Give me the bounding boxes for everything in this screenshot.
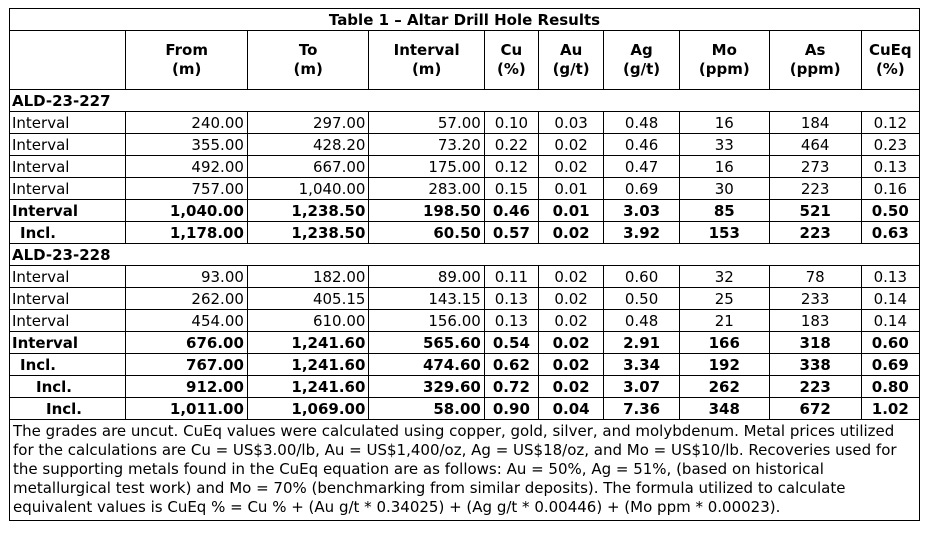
header-ag: Ag (g/t)	[604, 31, 680, 90]
cell-interval: 143.15	[369, 288, 484, 310]
cell-au: 0.03	[538, 112, 603, 134]
cell-cu: 0.11	[484, 266, 538, 288]
cell-interval: 474.60	[369, 354, 484, 376]
cell-cueq: 0.12	[861, 112, 919, 134]
row-label: Incl.	[10, 222, 126, 244]
cell-cu: 0.46	[484, 200, 538, 222]
cell-interval: 329.60	[369, 376, 484, 398]
cell-as: 464	[769, 134, 861, 156]
cell-au: 0.01	[538, 178, 603, 200]
cell-au: 0.01	[538, 200, 603, 222]
row-label: Interval	[10, 156, 126, 178]
cell-cu: 0.90	[484, 398, 538, 420]
cell-as: 223	[769, 178, 861, 200]
table-row	[10, 398, 920, 420]
row-label: Interval	[10, 288, 126, 310]
table-row	[10, 266, 920, 288]
cell-to: 405.15	[247, 288, 369, 310]
cell-mo: 21	[679, 310, 769, 332]
cell-from: 454.00	[126, 310, 248, 332]
cell-from: 492.00	[126, 156, 248, 178]
cell-to: 428.20	[247, 134, 369, 156]
cell-ag: 0.47	[604, 156, 680, 178]
cell-to: 1,069.00	[247, 398, 369, 420]
cell-ag: 0.60	[604, 266, 680, 288]
cell-from: 1,178.00	[126, 222, 248, 244]
cell-from: 355.00	[126, 134, 248, 156]
cell-cu: 0.13	[484, 288, 538, 310]
table-row	[10, 310, 920, 332]
cell-to: 667.00	[247, 156, 369, 178]
cell-mo: 16	[679, 112, 769, 134]
cell-cu: 0.54	[484, 332, 538, 354]
cell-cueq: 0.23	[861, 134, 919, 156]
cell-to: 1,040.00	[247, 178, 369, 200]
cell-to: 610.00	[247, 310, 369, 332]
cell-interval: 89.00	[369, 266, 484, 288]
table-row	[10, 112, 920, 134]
cell-to: 1,241.60	[247, 332, 369, 354]
cell-ag: 3.07	[604, 376, 680, 398]
hole-id: ALD-23-227	[10, 90, 920, 112]
cell-cueq: 1.02	[861, 398, 919, 420]
table-row	[10, 288, 920, 310]
cell-as: 183	[769, 310, 861, 332]
row-label: Incl.	[10, 354, 126, 376]
cell-ag: 0.69	[604, 178, 680, 200]
cell-mo: 85	[679, 200, 769, 222]
cell-cu: 0.15	[484, 178, 538, 200]
cell-mo: 262	[679, 376, 769, 398]
cell-cu: 0.10	[484, 112, 538, 134]
cell-as: 233	[769, 288, 861, 310]
cell-cueq: 0.14	[861, 288, 919, 310]
cell-ag: 0.46	[604, 134, 680, 156]
cell-cu: 0.72	[484, 376, 538, 398]
header-blank	[10, 31, 126, 90]
cell-mo: 32	[679, 266, 769, 288]
cell-as: 338	[769, 354, 861, 376]
cell-interval: 283.00	[369, 178, 484, 200]
cell-to: 1,241.60	[247, 376, 369, 398]
header-from: From (m)	[126, 31, 248, 90]
cell-as: 672	[769, 398, 861, 420]
header-cu: Cu (%)	[484, 31, 538, 90]
table-row	[10, 354, 920, 376]
table-row	[10, 200, 920, 222]
cell-interval: 58.00	[369, 398, 484, 420]
cell-to: 1,241.60	[247, 354, 369, 376]
cell-from: 240.00	[126, 112, 248, 134]
cell-au: 0.04	[538, 398, 603, 420]
cell-ag: 0.48	[604, 310, 680, 332]
cell-au: 0.02	[538, 266, 603, 288]
cell-cu: 0.62	[484, 354, 538, 376]
cell-cueq: 0.69	[861, 354, 919, 376]
row-label: Interval	[10, 332, 126, 354]
cell-au: 0.02	[538, 354, 603, 376]
cell-ag: 2.91	[604, 332, 680, 354]
row-label: Interval	[10, 178, 126, 200]
header-interval: Interval (m)	[369, 31, 484, 90]
cell-au: 0.02	[538, 156, 603, 178]
cell-cueq: 0.60	[861, 332, 919, 354]
cell-to: 182.00	[247, 266, 369, 288]
cell-cu: 0.22	[484, 134, 538, 156]
hole-header-row	[10, 244, 920, 266]
table-row	[10, 178, 920, 200]
results-table-container	[9, 8, 920, 521]
row-label: Incl.	[10, 398, 126, 420]
notes-row	[10, 420, 920, 521]
cell-from: 757.00	[126, 178, 248, 200]
header-to: To (m)	[247, 31, 369, 90]
cell-mo: 25	[679, 288, 769, 310]
cell-as: 184	[769, 112, 861, 134]
cell-ag: 7.36	[604, 398, 680, 420]
table-row	[10, 376, 920, 398]
cell-cueq: 0.63	[861, 222, 919, 244]
cell-to: 1,238.50	[247, 200, 369, 222]
table-title: Table 1 – Altar Drill Hole Results	[10, 9, 920, 31]
row-label: Interval	[10, 134, 126, 156]
cell-as: 521	[769, 200, 861, 222]
header-au: Au (g/t)	[538, 31, 603, 90]
cell-interval: 57.00	[369, 112, 484, 134]
header-as: As (ppm)	[769, 31, 861, 90]
cell-interval: 156.00	[369, 310, 484, 332]
cell-ag: 0.48	[604, 112, 680, 134]
cell-cueq: 0.13	[861, 156, 919, 178]
cell-mo: 33	[679, 134, 769, 156]
cell-mo: 166	[679, 332, 769, 354]
cell-mo: 153	[679, 222, 769, 244]
cell-cu: 0.57	[484, 222, 538, 244]
cell-au: 0.02	[538, 332, 603, 354]
cell-as: 273	[769, 156, 861, 178]
row-label: Interval	[10, 200, 126, 222]
cell-as: 223	[769, 222, 861, 244]
cell-mo: 348	[679, 398, 769, 420]
cell-cueq: 0.14	[861, 310, 919, 332]
cell-au: 0.02	[538, 310, 603, 332]
cell-as: 78	[769, 266, 861, 288]
cell-au: 0.02	[538, 376, 603, 398]
header-row	[10, 31, 920, 90]
cell-from: 912.00	[126, 376, 248, 398]
cell-au: 0.02	[538, 288, 603, 310]
cell-to: 297.00	[247, 112, 369, 134]
row-label: Interval	[10, 266, 126, 288]
cell-from: 676.00	[126, 332, 248, 354]
table-row	[10, 156, 920, 178]
table-row	[10, 134, 920, 156]
cell-au: 0.02	[538, 134, 603, 156]
cell-au: 0.02	[538, 222, 603, 244]
cell-interval: 198.50	[369, 200, 484, 222]
cell-interval: 175.00	[369, 156, 484, 178]
cell-mo: 30	[679, 178, 769, 200]
cell-cu: 0.13	[484, 310, 538, 332]
cell-from: 93.00	[126, 266, 248, 288]
table-row	[10, 332, 920, 354]
cell-from: 262.00	[126, 288, 248, 310]
cell-as: 318	[769, 332, 861, 354]
cell-ag: 3.34	[604, 354, 680, 376]
cell-interval: 60.50	[369, 222, 484, 244]
hole-id: ALD-23-228	[10, 244, 920, 266]
cell-to: 1,238.50	[247, 222, 369, 244]
cell-cueq: 0.13	[861, 266, 919, 288]
row-label: Interval	[10, 310, 126, 332]
drill-results-table	[9, 8, 920, 521]
cell-from: 1,011.00	[126, 398, 248, 420]
cell-from: 1,040.00	[126, 200, 248, 222]
cell-cueq: 0.50	[861, 200, 919, 222]
cell-as: 223	[769, 376, 861, 398]
cell-mo: 16	[679, 156, 769, 178]
cell-ag: 3.92	[604, 222, 680, 244]
cell-cueq: 0.16	[861, 178, 919, 200]
header-mo: Mo (ppm)	[679, 31, 769, 90]
footnote-text: The grades are uncut. CuEq values were calculated using copper, gold, silver, and molybdenum. Metal prices utilized for the calculations are Cu = US$3.00/lb, Au = US$1,400/oz, Ag = US$18/oz, and Mo = US$10/lb. Recoveries used for the supporting metals found in the CuEq equation are as follows: Au = 50%, Ag = 51%, (based on historical metallurgical test work) and Mo = 70% (benchmarking from similar deposits). The formula utilized to calculate equivalent values is CuEq % = Cu % + (Au g/t * 0.34025) + (Ag g/t * 0.00446) + (Mo ppm * 0.00023).	[10, 420, 920, 521]
header-cueq: CuEq (%)	[861, 31, 919, 90]
cell-from: 767.00	[126, 354, 248, 376]
cell-cu: 0.12	[484, 156, 538, 178]
row-label: Incl.	[10, 376, 126, 398]
cell-ag: 3.03	[604, 200, 680, 222]
hole-header-row	[10, 90, 920, 112]
table-row	[10, 222, 920, 244]
row-label: Interval	[10, 112, 126, 134]
cell-ag: 0.50	[604, 288, 680, 310]
cell-cueq: 0.80	[861, 376, 919, 398]
cell-interval: 73.20	[369, 134, 484, 156]
cell-interval: 565.60	[369, 332, 484, 354]
cell-mo: 192	[679, 354, 769, 376]
